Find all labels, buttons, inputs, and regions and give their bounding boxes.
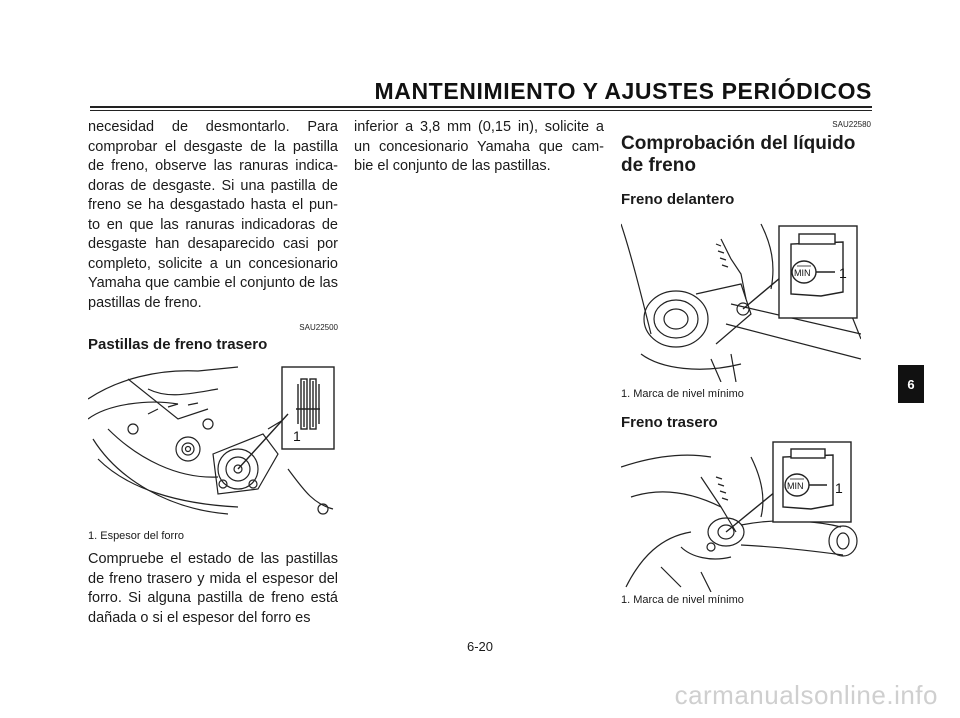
front-fluid-label-1: 1 (839, 265, 847, 281)
front-brake-subheading: Freno delantero (621, 191, 735, 208)
page-header-title: MANTENIMIENTO Y AJUSTES PERIÓDICOS (374, 78, 872, 104)
front-brake-fluid-figure (621, 214, 861, 382)
chapter-tab: 6 (898, 365, 924, 403)
rear-brake-subheading: Freno trasero (621, 414, 718, 431)
col2-paragraph-1: inferior a 3,8 mm (0,15 in), solicite a un concesionario Yamaha que cam-bie el conjunto de las pastillas. (354, 119, 604, 174)
watermark: carmanualsonline.info (674, 680, 938, 710)
column-1 (88, 118, 338, 628)
rear-pads-label-1: 1 (293, 428, 301, 444)
header-rule-thin (90, 110, 872, 111)
rear-fluid-min-mark: MIN (787, 481, 804, 491)
col1-paragraph-1: necesidad de desmontarlo. Para comprobar el desgaste de la pastilla de freno, observe las ranuras indica-doras de desgaste. Si una pastilla de freno se ha desgastado hasta el pun-to en que las ranuras indicadoras de desgaste han desaparecido casi por completo, solicite a un concesionario Yamaha que cambie el conjunto de las pastillas de freno. (88, 119, 338, 311)
brake-fluid-heading: Comprobación del líquido de freno (621, 133, 856, 176)
rear-pads-caption: 1. Espesor del forro (88, 530, 184, 542)
page-number: 6-20 (466, 639, 494, 654)
col1-section-code: SAU22500 (299, 323, 338, 332)
col3-section-code: SAU22580 (832, 120, 871, 129)
column-3 (621, 118, 871, 614)
col1-paragraph-2: Compruebe el estado de las pastillas de freno trasero y mida el espesor del forro. Si alguna pastilla de freno está dañada o si el espesor del forro es (88, 551, 338, 626)
rear-brake-caption: 1. Marca de nivel mínimo (621, 594, 744, 606)
front-brake-caption: 1. Marca de nivel mínimo (621, 388, 744, 400)
header-rule (90, 106, 872, 108)
rear-brake-pads-heading: Pastillas de freno trasero (88, 336, 268, 353)
rear-brake-fluid-figure (621, 437, 861, 592)
rear-brake-pads-figure (88, 359, 338, 524)
front-fluid-min-mark: MIN (794, 268, 811, 278)
column-2 (354, 118, 604, 177)
rear-fluid-label-1: 1 (835, 480, 843, 496)
